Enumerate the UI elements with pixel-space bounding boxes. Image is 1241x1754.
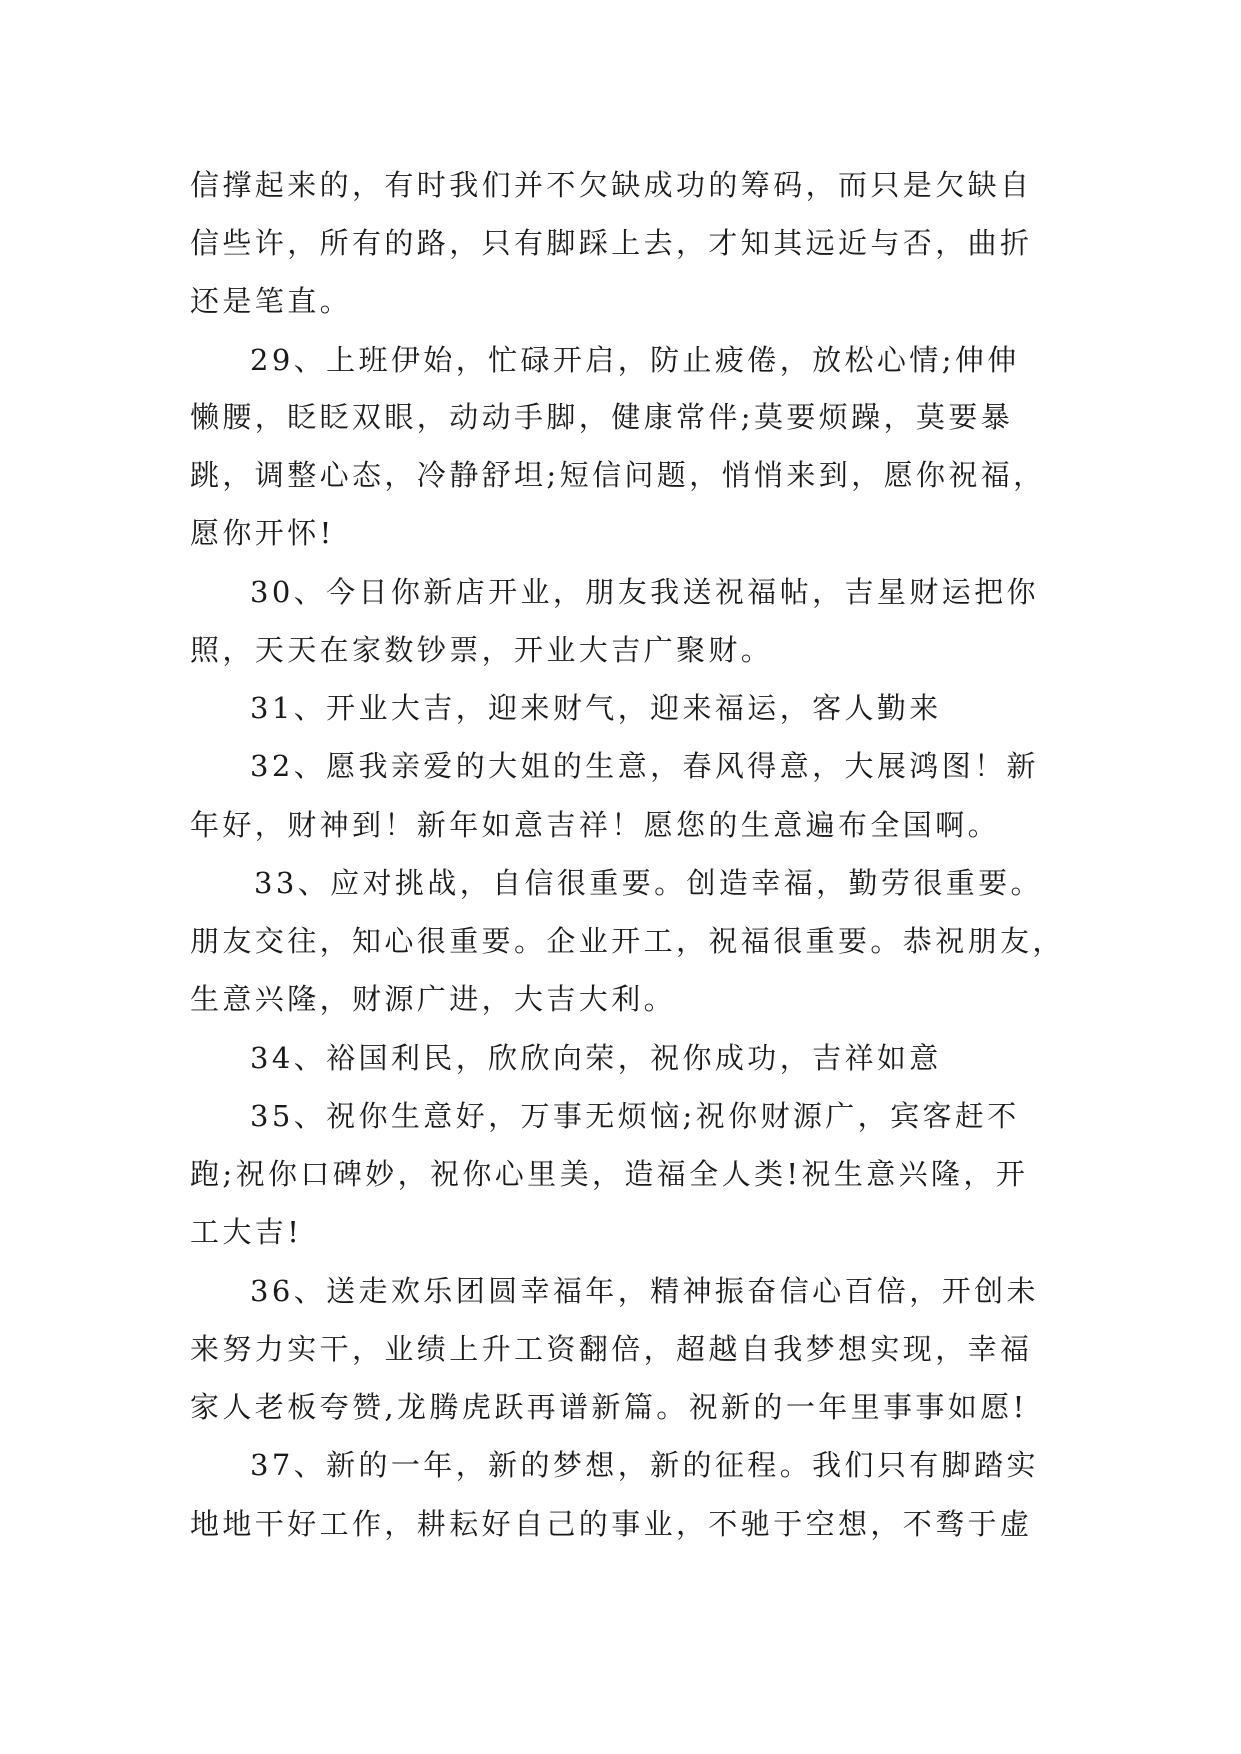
text-line: 还是笔直。 [190,284,353,318]
text-line: 跑;祝你口碑妙，祝你心里美，造福全人类!祝生意兴隆，开 [190,1157,1029,1191]
paragraph-32-first-line: 32、愿我亲爱的大姐的生意，春风得意，大展鸿图！新 [250,749,1039,783]
paragraph-35-first-line: 35、祝你生意好，万事无烦恼;祝你财源广，宾客赶不 [250,1099,1020,1133]
paragraph-33-first-line: 33、应对挑战，自信很重要。创造幸福，勤劳很重要。 [254,866,1043,900]
text-line: 生意兴隆，财源广进，大吉大利。 [190,982,677,1016]
paragraph-30-first-line: 30、今日你新店开业，朋友我送祝福帖，吉星财运把你 [250,575,1039,609]
paragraph-31-line: 31、开业大吉，迎来财气，迎来福运，客人勤来 [250,691,942,725]
paragraph-34-line: 34、裕国利民，欣欣向荣，祝你成功，吉祥如意 [250,1041,942,1075]
text-line: 懒腰，眨眨双眼，动动手脚，健康常伴;莫要烦躁，莫要暴 [190,400,1014,434]
text-line: 信些许，所有的路，只有脚踩上去，才知其远近与否，曲折 [190,226,1033,260]
text-line: 地地干好工作，耕耘好自己的事业，不驰于空想，不骛于虚 [190,1507,1033,1541]
text-line: 来努力实干，业绩上升工资翻倍，超越自我梦想实现，幸福 [190,1332,1033,1366]
paragraph-29-first-line: 29、上班伊始，忙碌开启，防止疲倦，放松心情;伸伸 [250,343,1020,377]
paragraph-37-first-line: 37、新的一年，新的梦想，新的征程。我们只有脚踏实 [250,1448,1039,1482]
text-line: 跳，调整心态，冷静舒坦;短信问题，悄悄来到，愿你祝福， [190,458,1046,492]
text-line: 愿你开怀! [190,516,335,550]
paragraph-36-first-line: 36、送走欢乐团圆幸福年，精神振奋信心百倍，开创未 [250,1274,1039,1308]
text-line: 信撑起来的，有时我们并不欠缺成功的筹码，而只是欠缺自 [190,168,1033,202]
text-line: 年好，财神到！新年如意吉祥！愿您的生意遍布全国啊。 [190,808,1001,842]
text-line: 照，天天在家数钞票，开业大吉广聚财。 [190,633,774,667]
text-line: 工大吉! [190,1215,303,1249]
text-line: 朋友交往，知心很重要。企业开工，祝福很重要。恭祝朋友， [190,924,1065,958]
text-line: 家人老板夸赞,龙腾虎跃再谱新篇。祝新的一年里事事如愿! [190,1390,1028,1424]
